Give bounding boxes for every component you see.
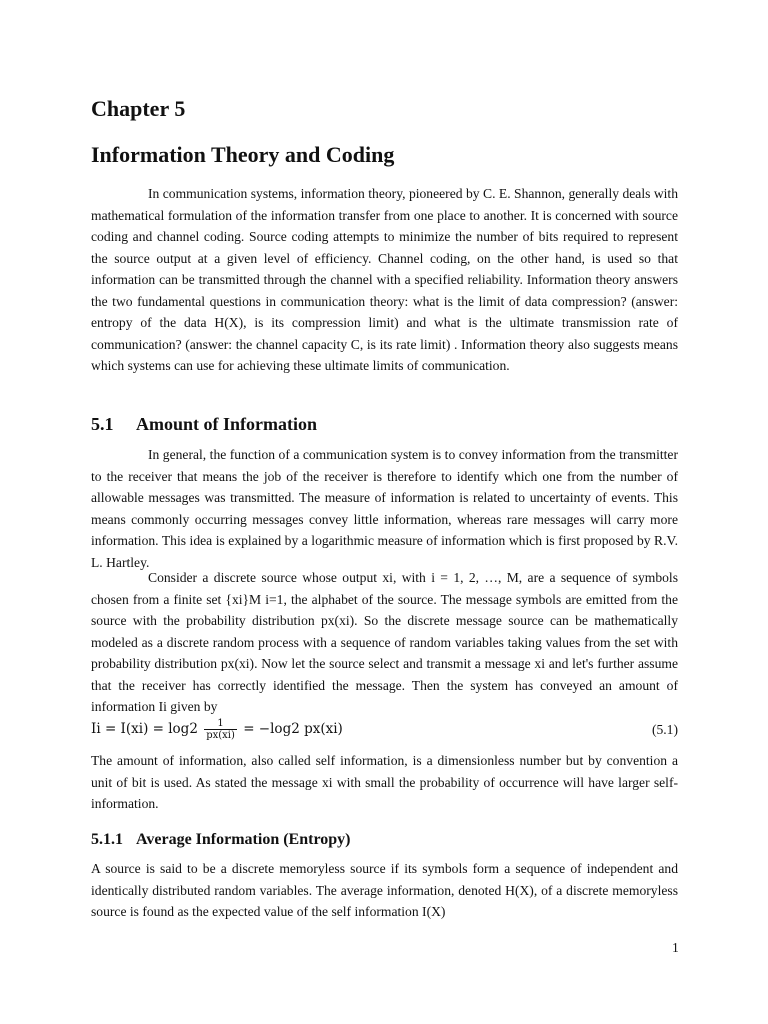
- chapter-label: Chapter 5: [91, 96, 186, 121]
- section-title: Amount of Information: [136, 414, 318, 434]
- equation-lhs: Ii = I(xi) = log2: [91, 721, 198, 737]
- equation-fraction: [204, 718, 237, 741]
- fraction-numerator: 1: [204, 718, 237, 730]
- section-heading-5-1-1: [91, 831, 351, 849]
- section-heading-5-1: [91, 414, 317, 435]
- equation-number: (5.1): [651, 722, 678, 737]
- fraction-denominator: px(xi): [206, 730, 235, 741]
- equation-rhs: = −log2 px(xi): [243, 721, 343, 737]
- intro-paragraph: In communication systems, information theory, pioneered by C. E. Shannon, generally deals with mathematical formulation of the information transfer from one place to another. It is concerned with source coding and channel coding. Source coding attempts to minimize the number of bits required to represent the source output at a given level of efficiency. Channel coding, on the other hand, is used so that information can be transmitted through the channel with a specified reliability. Information theory answers the two fundamental questions in communication theory: what is the limit of data compression? (answer: entropy of the data H(X), is its compression limit) and what is the ultimate transmission rate of communication? (answer: the channel capacity C, is its rate limit) . Information theory also suggests means which systems can use for achieving these ultimate limits of communication.: [91, 186, 678, 373]
- section-5-1-paragraph-2: Consider a discrete source whose output xi, with i = 1, 2, …, M, are a sequence of symbols chosen from a finite set {xi}M i=1, the alphabet of the source. The message symbols are emitted from the source with the probability distribution px(xi). So the discrete message source can be mathematically modeled as a discrete random process with a sequence of random variables taking values from the set with probability distribution px(xi). Now let the source select and transmit a message xi and let's further assume that the receiver has correctly identified the message. Then the system has conveyed an amount of information Ii given by: [91, 570, 678, 714]
- subsection-number: 5.1.1: [91, 831, 123, 848]
- chapter-title: Information Theory and Coding: [91, 142, 395, 167]
- equation-body: [91, 718, 343, 741]
- section-5-1-paragraph-3: The amount of information, also called self information, is a dimensionless number but by convention a unit of bit is used. As stated the message xi with small the probability of occurrence will have larger self-information.: [91, 753, 678, 811]
- subsection-title: Average Information (Entropy): [136, 831, 351, 848]
- page-number: 1: [672, 940, 679, 955]
- section-number: 5.1: [91, 414, 114, 434]
- section-5-1-paragraph-1: In general, the function of a communication system is to convey information from the transmitter to the receiver that means the job of the receiver is therefore to identify which one from the number of allowable messages was transmitted. The measure of information is related to uncertainty of events. This means commonly occurring messages convey little information, whereas rare messages will carry more information. This idea is explained by a logarithmic measure of information which is first proposed by R.V. L. Hartley.: [91, 447, 678, 570]
- document-page: [91, 0, 678, 1024]
- equation-5-1: [91, 718, 678, 752]
- section-5-1-1-paragraph-1: A source is said to be a discrete memoryless source if its symbols form a sequence of independent and identically distributed random variables. The average information, denoted H(X), of a discrete memoryless source is found as the expected value of the self information I(X): [91, 861, 678, 919]
